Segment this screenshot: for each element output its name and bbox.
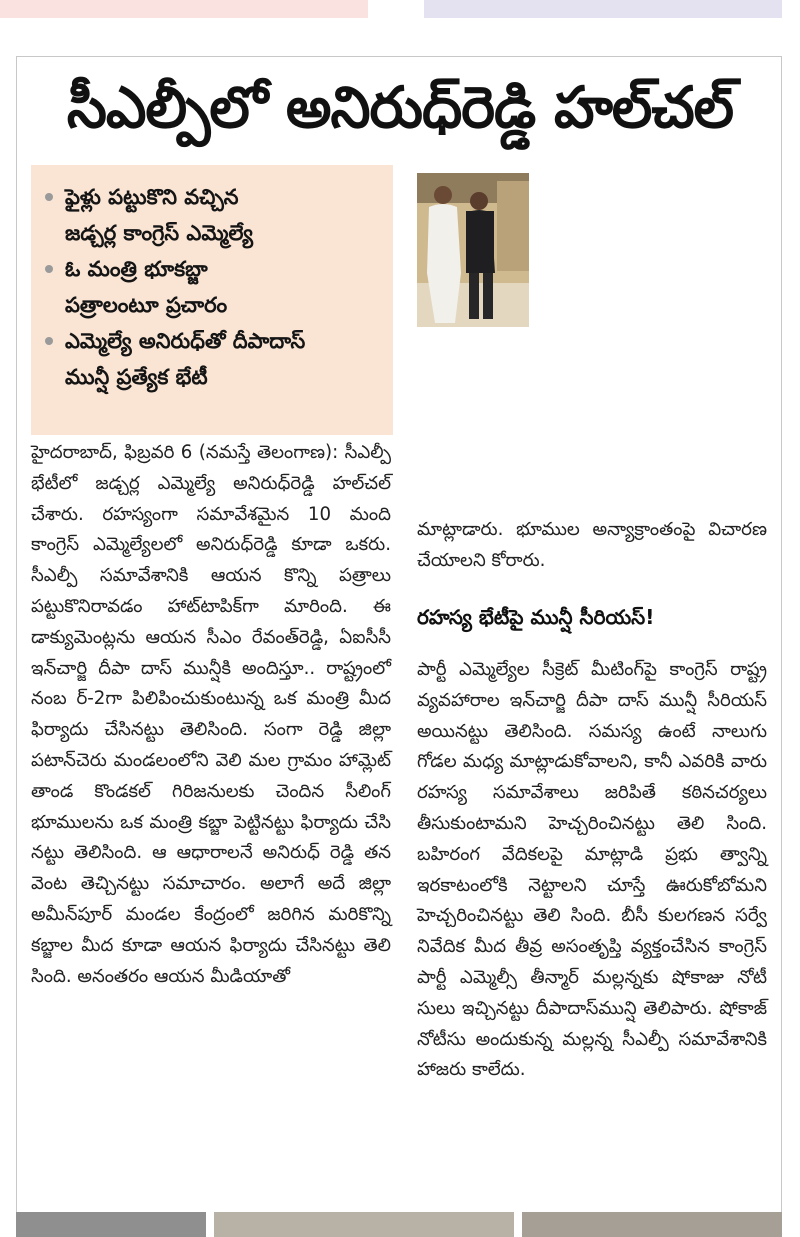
highlights-box xyxy=(31,165,393,435)
news-article xyxy=(16,56,782,1237)
highlight-item xyxy=(43,251,385,323)
bullet-icon xyxy=(45,193,53,201)
next-article-photo-strip xyxy=(16,1212,782,1237)
article-body-right-continuation: మాట్లాడారు. భూముల అన్యాక్రాంతంపై విచారణ చేయాలని కోరారు. xyxy=(417,519,767,571)
highlight-item xyxy=(43,323,385,395)
next-article-photo xyxy=(522,1212,782,1237)
previous-article-strip-right xyxy=(424,0,782,18)
next-article-photo xyxy=(214,1212,514,1237)
article-body-right-column: పార్టీ ఎమ్మెల్యేల సీక్రెట్‌ మీటింగ్‌పై కాంగ్రెస్‌ రాష్ట్ర వ్యవహారాల ఇన్‌చార్జి దీపా దాస్‌ మున్షీ సీరియస్‌ అయినట్టు తెలిసింది. సమస్య ఉంటే నాలుగు గోడల మధ్య మాట్లాడుకోవాలని, కానీ ఎవరికి వారు రహస్య సమావేశాలు జరిపితే కఠినచర్యలు తీసుకుంటామని హెచ్చరించినట్టు తెలి సింది. బహిరంగ వేదికలపై మాట్లాడి ప్రభు త్వాన్ని ఇరకాటంలోకి నెట్టాలని చూస్తే ఊరుకోబోమని హెచ్చరించినట్టు తెలి సింది. బీసీ కులగణన సర్వే నివేదిక మీద తీవ్ర అసంతృప్తి వ్యక్తంచేసిన కాంగ్రెస్‌ పార్టీ ఎమ్మెల్సీ తీన్మార్‌ మల్లన్నకు షోకాజు నోటీ సులు ఇచ్చినట్టు దీపాదాస్‌మున్షి తెలిపారు. షోకాజ్‌ నోటీసు అందుకున్న మల్లన్న సీఎల్పీ సమావేశానికి హాజరు కాలేదు. xyxy=(417,659,767,1081)
article-headline: సీఎల్పీలో అనిరుధ్‌రెడ్డి హల్‌చల్‌ xyxy=(66,75,734,141)
highlight-text: ఓ మంత్రి భూకబ్జా పత్రాలంటూ ప్రచారం xyxy=(65,257,228,317)
article-subheading: రహస్య భేటీపై మున్షీ సీరియస్‌! xyxy=(417,605,655,629)
highlight-item xyxy=(43,179,385,251)
article-body-left-column: హైదరాబాద్‌, ఫిబ్రవరి 6 (నమస్తే తెలంగాణ): సీఎల్పీ భేటీలో జడ్చర్ల ఎమ్మెల్యే అనిరుధ్‌రెడ్డి హల్‌చల్‌ చేశారు. రహస్యంగా సమావేశమైన 10 మంది కాంగ్రెస్‌ ఎమ్మెల్యేలలో అనిరుధ్‌రెడ్డి కూడా ఒకరు. సీఎల్పీ సమావేశానికి ఆయన కొన్ని పత్రాలు పట్టుకొనిరావడం హాట్‌టాపిక్‌గా మారింది. ఈ డాక్యుమెంట్లను ఆయన సీఎం రేవంత్‌రెడ్డి, ఏఐసీసీ ఇన్‌చార్జి దీపా దాస్‌ మున్షీకి అందిస్తూ.. రాష్ట్రంలో నంబ ర్‌-2గా పిలిపించుకుంటున్న ఒక మంత్రి మీద ఫిర్యాదు చేసినట్టు తెలిసింది. సంగా రెడ్డి జిల్లా పటాన్‌చెరు మండలంలోని వెలి మల గ్రామం హామ్లెట్‌ తాండ కొండకల్‌ గిరిజనులకు చెందిన సీలింగ్‌ భూములను ఒక మంత్రి కబ్జా పెట్టినట్టు ఫిర్యాదు చేసి నట్టు తెలిసింది. ఆ ఆధారాలనే అనిరుధ్‌ రెడ్డి తన వెంట తెచ్చినట్టు సమాచారం. అలాగే అదే జిల్లా అమీన్‌పూర్‌ మండల కేంద్రంలో జరిగిన మరికొన్ని కబ్జాల మీద కూడా ఆయన ఫిర్యాదు చేసినట్టు తెలి సింది. అనంతరం ఆయన మీడియాతో xyxy=(31,442,391,987)
highlight-text: ఫైళ్లు పట్టుకొని వచ్చిన జడ్చర్ల కాంగ్రెస్‌ ఎమ్మెల్యే xyxy=(65,185,253,245)
photo-people-image xyxy=(417,173,529,327)
highlight-text: ఎమ్మెల్యే అనిరుధ్‌తో దీపాదాస్‌ మున్షీ ప్రత్యేక భేటీ xyxy=(65,329,306,389)
previous-article-strip-left xyxy=(0,0,368,18)
bullet-icon xyxy=(45,265,53,273)
article-photo xyxy=(417,173,529,327)
bullet-icon xyxy=(45,337,53,345)
highlights-list xyxy=(43,179,385,395)
next-article-photo xyxy=(16,1212,206,1237)
